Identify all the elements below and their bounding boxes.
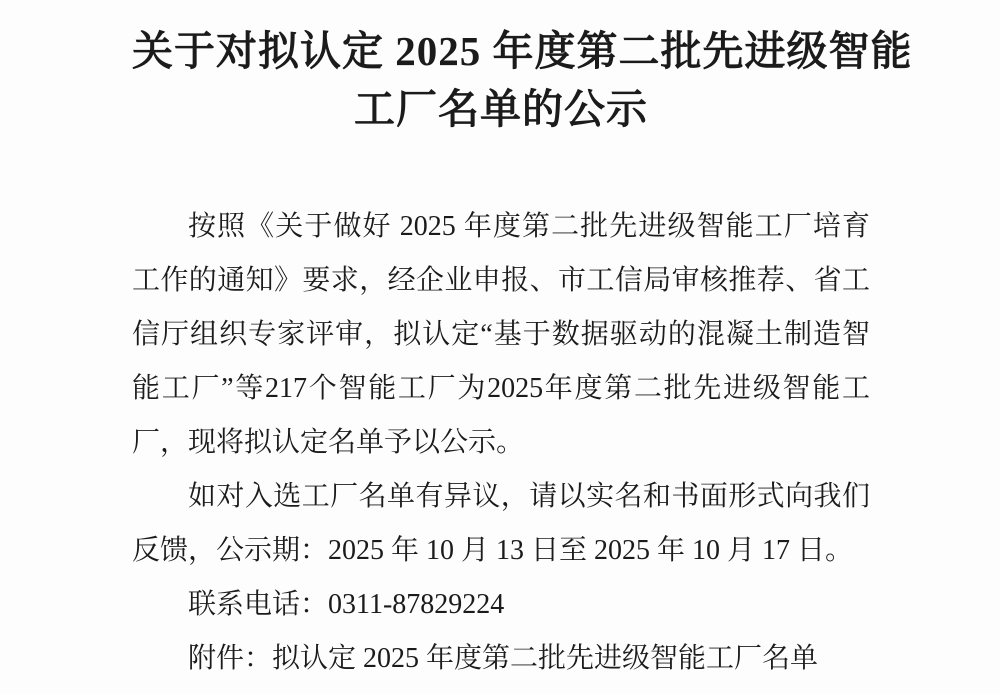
document-body (132, 200, 870, 686)
paragraph-intro: 按照《关于做好 2025 年度第二批先进级智能工厂培育工作的通知》要求，经企业申报、市工信局审核推荐、省工信厅组织专家评审，拟认定“基于数据驱动的混凝土制造智能工厂”等217个智能工厂为2025年度第二批先进级智能工厂，现将拟认定名单予以公示。 (132, 211, 870, 458)
paragraph-attachment: 附件：拟认定 2025 年度第二批先进级智能工厂名单 (188, 643, 819, 674)
document-title (132, 22, 913, 138)
title-line-1: 关于对拟认定 2025 年度第二批先进级智能 (132, 28, 913, 74)
title-line-2: 工厂名单的公示 (354, 86, 648, 132)
paragraph-contact-phone: 联系电话：0311-87829224 (188, 589, 505, 620)
paragraph-objection-period: 如对入选工厂名单有异议，请以实名和书面形式向我们反馈，公示期：2025 年 10 月 13 日至 2025 年 10 月 17 日。 (132, 481, 870, 566)
